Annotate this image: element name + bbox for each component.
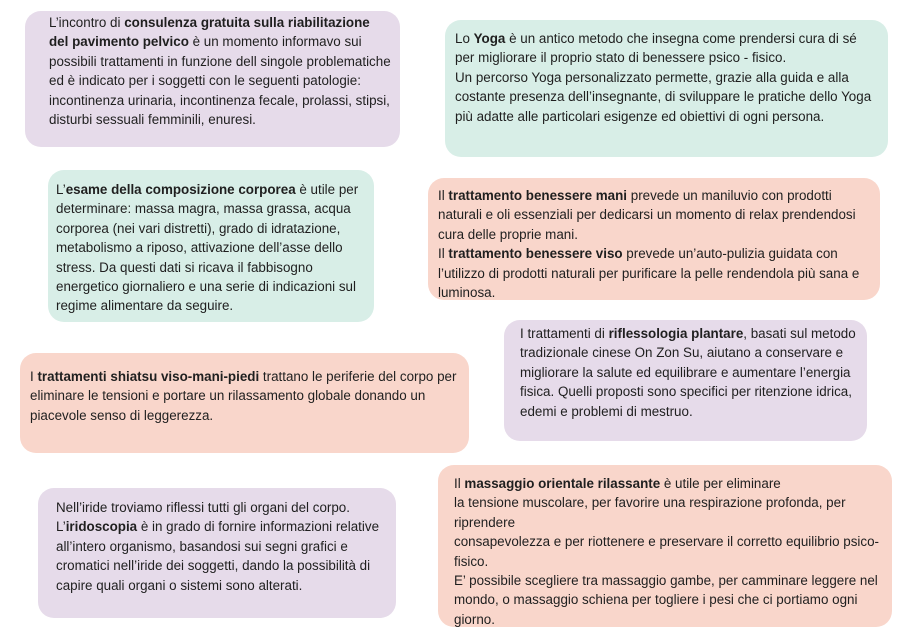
pelvic-highlight: consulenza gratuita sulla riabilitazione del pavimento pelvico (49, 15, 370, 50)
card-body-composition (48, 170, 374, 322)
card-hands-face-treatment (428, 178, 880, 300)
face-paragraph (438, 244, 870, 302)
body-text-body: è utile per determinare: massa magra, massa grassa, acqua corporea (nei vari distretti), grado di idratazione, metabolismo a riposo, attivazione dell’asse dello stress. Da questi dati si ricava il fabbisogno energetico giornaliero e una serie di indicazioni sul regime alimentare da seguire. (56, 182, 359, 314)
pelvic-paragraph (49, 13, 392, 129)
face-highlight: trattamento benessere viso (448, 246, 623, 262)
card-reflexology (504, 320, 867, 441)
iris-highlight: iridoscopia (65, 519, 138, 535)
pelvic-text-body: è un momento informavo sui possibili trattamenti in funzione dell singole problematiche ed è indicato per i soggetti con le seguenti patologie: incontinenza urinaria, incontinenza fecale, prolassi, stipsi, disturbi sessuali femminili, enuresi. (49, 34, 391, 128)
body-text-lead: L’ (56, 182, 66, 197)
shiatsu-highlight: trattamenti shiatsu viso-mani-piedi (37, 369, 260, 384)
reflex-text-lead: I trattamenti di (520, 326, 609, 341)
hands-text-body: prevede un maniluvio con prodotti naturali e oli essenziali per dedicarsi un momento di relax prendendosi cura delle proprie mani. (438, 188, 856, 242)
pelvic-text-lead: L’incontro di (49, 15, 125, 30)
body-paragraph (56, 180, 366, 316)
body-highlight: esame della composizione corporea (65, 182, 296, 197)
iris-text-body: è in grado di fornire informazioni relative all’intero organismo, basandosi sui segni grafici e cromatici nell’iride dei soggetti, dando la possibilità di capire quali organi o sistemi sono alterati. (56, 519, 380, 593)
card-shiatsu (20, 353, 469, 453)
reflex-highlight: riflessologia plantare (608, 326, 744, 341)
yoga-text-lead: Lo (455, 31, 474, 46)
card-oriental-massage (438, 465, 892, 627)
hands-paragraph (438, 186, 870, 244)
massage-paragraph-1 (454, 474, 882, 493)
yoga-paragraph-1 (455, 29, 878, 68)
hands-text-lead: Il (438, 188, 449, 203)
yoga-text-body: è un antico metodo che insegna come prendersi cura di sé per migliorare il proprio stato di benessere psico - fisico. (455, 31, 857, 66)
massage-paragraph-2: la tensione muscolare, per favorire una respirazione profonda, per riprendere (454, 495, 846, 530)
face-text-lead: Il (438, 246, 449, 262)
hands-highlight: trattamento benessere mani (448, 188, 628, 203)
card-pelvic-floor-consultation (25, 11, 400, 147)
massage-highlight: massaggio orientale rilassante (464, 476, 661, 491)
iris-paragraph-1: Nell’iride troviamo riflessi tutti gli organi del corpo. (56, 500, 350, 515)
massage-text-body: è utile per eliminare (660, 476, 781, 491)
iris-text-lead: L’ (56, 519, 66, 535)
iris-paragraph-2 (56, 517, 386, 595)
card-iridology (38, 488, 396, 618)
yoga-highlight: Yoga (473, 31, 506, 46)
massage-paragraph-3: consapevolezza e per riottenere e preservare il corretto equilibrio psico-fisico. (454, 534, 879, 569)
shiatsu-text-body: trattano le periferie del corpo per eliminare le tensioni e portare un rilassamento globale donando un piacevole senso di leggerezza. (30, 369, 457, 423)
reflex-text-body: , basati sul metodo tradizionale cinese On Zon Su, aiutano a conservare e migliorare la salute ed equilibrare e aumentare l’energia fisica. Quelli proposti sono specifici per ritenzione idrica, edemi e problemi di mestruo. (520, 326, 856, 419)
yoga-paragraph-2: Un percorso Yoga personalizzato permette, grazie alla guida e alla costante presenza dell’insegnante, di sviluppare le pratiche dello Yoga più adatte alle particolari esigenze ed obiettivi di ogni persona. (455, 69, 872, 124)
massage-text-lead: Il (454, 476, 465, 491)
face-text-body: prevede un’auto-pulizia guidata con l’utilizzo di prodotti naturali per purificare la pelle rendendola più sana e luminosa. (438, 246, 860, 301)
massage-paragraph-4: E’ possibile scegliere tra massaggio gambe, per camminare leggere nel mondo, o massaggio schiena per togliere i pesi che ci portiamo ogni giorno. (454, 573, 878, 627)
reflex-paragraph (520, 324, 857, 421)
card-yoga (445, 20, 888, 157)
shiatsu-text-lead: I (30, 369, 38, 384)
shiatsu-paragraph (30, 367, 459, 425)
